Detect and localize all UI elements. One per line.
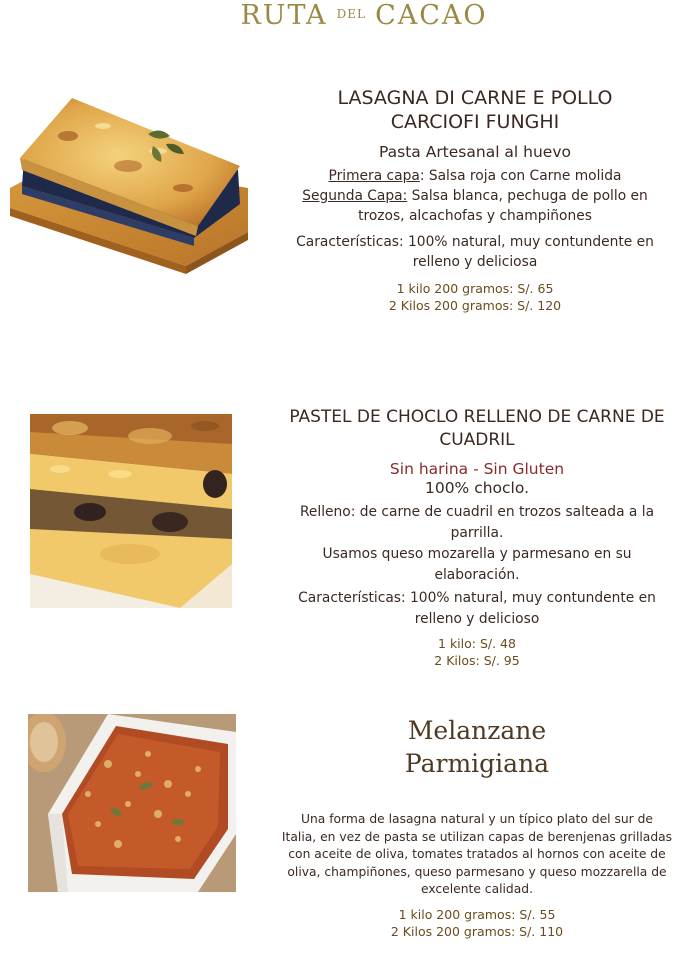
pastel-desc-line3: Usamos queso mozarella y parmesano en su — [322, 546, 632, 562]
lasagna-prices — [266, 280, 684, 314]
brand-cacao: CACAO — [375, 0, 488, 31]
melanzane-desc-line2: Italia, en vez de pasta se utilizan capas de berenjenas grilladas — [281, 829, 673, 844]
lasagna-layer1-label: Primera capa — [328, 168, 420, 184]
pastel-title-line2: CUADRIL — [439, 430, 515, 450]
lasagna-features-line2: relleno y deliciosa — [412, 254, 538, 270]
brand-logo — [0, 0, 695, 31]
pastel-prices — [266, 635, 688, 669]
pastel-subtitle: 100% choclo. — [424, 479, 530, 497]
melanzane-text — [262, 714, 692, 940]
lasagna-price-line1: 1 kilo 200 gramos: S/. 65 — [396, 281, 554, 296]
lasagna-layers — [266, 166, 684, 226]
pastel-gluten-free-tag: Sin harina - Sin Gluten — [389, 460, 565, 478]
pastel-price-line1: 1 kilo: S/. 48 — [438, 636, 516, 651]
brand-ruta: RUTA — [240, 0, 328, 31]
pastel-title-line1: PASTEL DE CHOCLO RELLENO DE CARNE DE — [289, 407, 665, 427]
lasagna-title-line1: LASAGNA DI CARNE E POLLO — [337, 87, 613, 109]
pastel-desc-line1: Relleno: de carne de cuadril en trozos salteada a la — [299, 504, 655, 520]
melanzane-description — [262, 811, 692, 899]
lasagna-layer2-cont: trozos, alcachofas y champiñones — [358, 208, 592, 224]
lasagna-layer1-text: : Salsa roja con Carne molida — [419, 168, 622, 184]
melanzane-photo — [28, 714, 236, 892]
pastel-price-line2: 2 Kilos: S/. 95 — [434, 653, 520, 668]
lasagna-photo — [8, 96, 250, 274]
melanzane-desc-line4: oliva, champiñones, queso parmesano y queso mozzarella de — [287, 864, 667, 879]
pastel-desc-line2: parrilla. — [450, 525, 504, 541]
melanzane-desc-line1: Una forma de lasagna natural y un típico plato del sur de — [300, 812, 653, 826]
lasagna-layer2-label: Segunda Capa: — [302, 188, 408, 204]
melanzane-title-line2: Parmigiana — [404, 749, 550, 778]
lasagna-price-line2: 2 Kilos 200 gramos: S/. 120 — [388, 298, 562, 313]
melanzane-desc-line3: con aceite de oliva, tomates tratados al hornos con aceite de — [288, 847, 666, 861]
pastel-de-choclo-photo — [30, 414, 232, 608]
lasagna-features — [266, 232, 684, 272]
melanzane-price-line1: 1 kilo 200 gramos: S/. 55 — [398, 906, 556, 922]
lasagna-title-line2: CARCIOFI FUNGHI — [390, 111, 560, 133]
melanzane-desc-line5: excelente calidad. — [421, 882, 533, 896]
pastel-features-line2: relleno y delicioso — [414, 611, 540, 627]
pastel-features-line1: Características: 100% natural, muy contundente en — [298, 590, 656, 606]
pastel-desc-line4: elaboración. — [434, 567, 520, 583]
pastel-de-choclo-text — [266, 406, 688, 669]
pastel-features — [266, 588, 688, 630]
brand-del: DEL — [336, 7, 367, 21]
pastel-description — [266, 502, 688, 586]
lasagna-text — [266, 86, 684, 314]
melanzane-price-line2: 2 Kilos 200 gramos: S/. 110 — [390, 923, 564, 939]
melanzane-prices — [262, 906, 692, 940]
lasagna-subtitle: Pasta Artesanal al huevo — [378, 143, 572, 161]
lasagna-features-line1: Características: 100% natural, muy contundente en — [296, 234, 654, 250]
melanzane-title-line1: Melanzane — [407, 716, 547, 745]
lasagna-layer2-text: Salsa blanca, pechuga de pollo en — [407, 188, 648, 204]
